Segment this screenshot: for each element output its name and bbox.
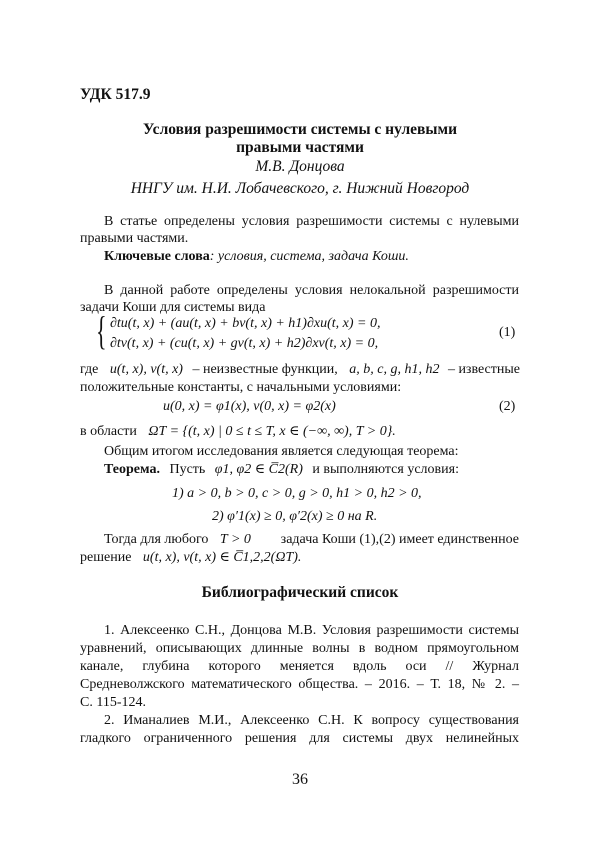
para4-formula-2: u(t, x), v(t, x) ∈ C̅1,2,2(ΩT). [143,550,302,565]
domain-line [80,423,396,440]
ref2-line-2: гладкого ограниченного решения для системы двух нелинейных [80,730,519,747]
keywords-text: : условия, система, задача Коши. [210,249,409,264]
para4-text-1a: Тогда для любого [104,532,208,547]
where-word: где [80,362,98,377]
theorem-text-1: Пусть [169,462,205,477]
paper-page [0,0,600,852]
constants-line: положительные константы, с начальными условиями: [80,379,401,396]
para1-line-2: задачи Коши для системы вида [80,299,265,316]
ref1-line-4: Средневолжского математического общества. – 2016. – Т. 18, № 2. – [80,676,519,693]
para4-line-1 [104,531,519,548]
theorem-formula: φ1, φ2 ∈ C̅2(R) [215,462,303,477]
domain-formula: ΩT = {(t, x) | 0 ≤ t ≤ T, x ∈ (−∞, ∞), T > 0}. [148,424,395,439]
page-number: 36 [80,771,520,788]
condition-2: 2) φ′1(x) ≥ 0, φ′2(x) ≥ 0 на R. [212,508,377,525]
ref1-line-3: канале, глубина которого меняется вдоль оси // Журнал [80,658,519,675]
where-unknown-text: – неизвестные функции, [192,362,337,377]
para4-text-1b: задача Коши (1),(2) имеет единственное [281,531,519,548]
where-functions: u(t, x), v(t, x) [110,362,183,377]
left-brace: { [96,311,107,351]
equation-2-number: (2) [499,398,515,415]
keywords [104,248,409,265]
keywords-label: Ключевые слова [104,249,210,264]
ref1-line-5: С. 115-124. [80,694,146,711]
title-line-2: правыми частями [80,139,520,156]
where-line [80,361,520,378]
para4-formula-1: T > 0 [220,532,251,547]
equation-1-row-2: ∂tv(t, x) + (cu(t, x) + gv(t, x) + h2)∂xv(t, x) = 0, [110,336,378,352]
condition-1: 1) a > 0, b > 0, c > 0, g > 0, h1 > 0, h2 > 0, [172,485,422,502]
theorem-label: Теорема. [104,462,160,477]
equation-system-1 [96,314,526,354]
domain-prefix: в области [80,424,137,439]
affiliation: ННГУ им. Н.И. Лобачевского, г. Нижний Новгород [80,180,520,197]
ref1-line-2: уравнений, описывающих длинные волны в водном прямоугольном [80,640,519,657]
equation-2: u(0, x) = φ1(x), v(0, x) = φ2(x) [163,398,336,415]
where-known-text: – известные [448,361,520,378]
para1-line-1: В данной работе определены условия нелокальной разрешимости [104,282,519,299]
title-line-1: Условия разрешимости системы с нулевыми [80,121,520,138]
theorem-line [104,461,459,478]
equation-1-number: (1) [499,325,515,341]
para3-line-1: Общим итогом исследования является следующая теорема: [104,443,459,460]
abstract-line-1: В статье определены условия разрешимости системы с нулевыми [104,213,519,230]
abstract-line-2: правыми частями. [80,230,188,247]
equation-1-row-1: ∂tu(t, x) + (au(t, x) + bv(t, x) + h1)∂xu(t, x) = 0, [110,316,380,332]
para4-line-2 [80,549,301,566]
theorem-text-2: и выполняются условия: [312,462,459,477]
ref2-line-1: 2. Иманалиев М.И., Алексеенко С.Н. К вопросу существования [104,712,519,729]
author: М.В. Донцова [80,158,520,175]
ref1-line-1: 1. Алексеенко С.Н., Донцова М.В. Условия разрешимости системы [104,622,519,639]
bibliography-heading: Библиографический список [80,584,520,601]
udk-code: УДК 517.9 [80,86,150,103]
where-constants: a, b, c, g, h1, h2 [349,362,439,377]
para4-text-2a: решение [80,550,131,565]
